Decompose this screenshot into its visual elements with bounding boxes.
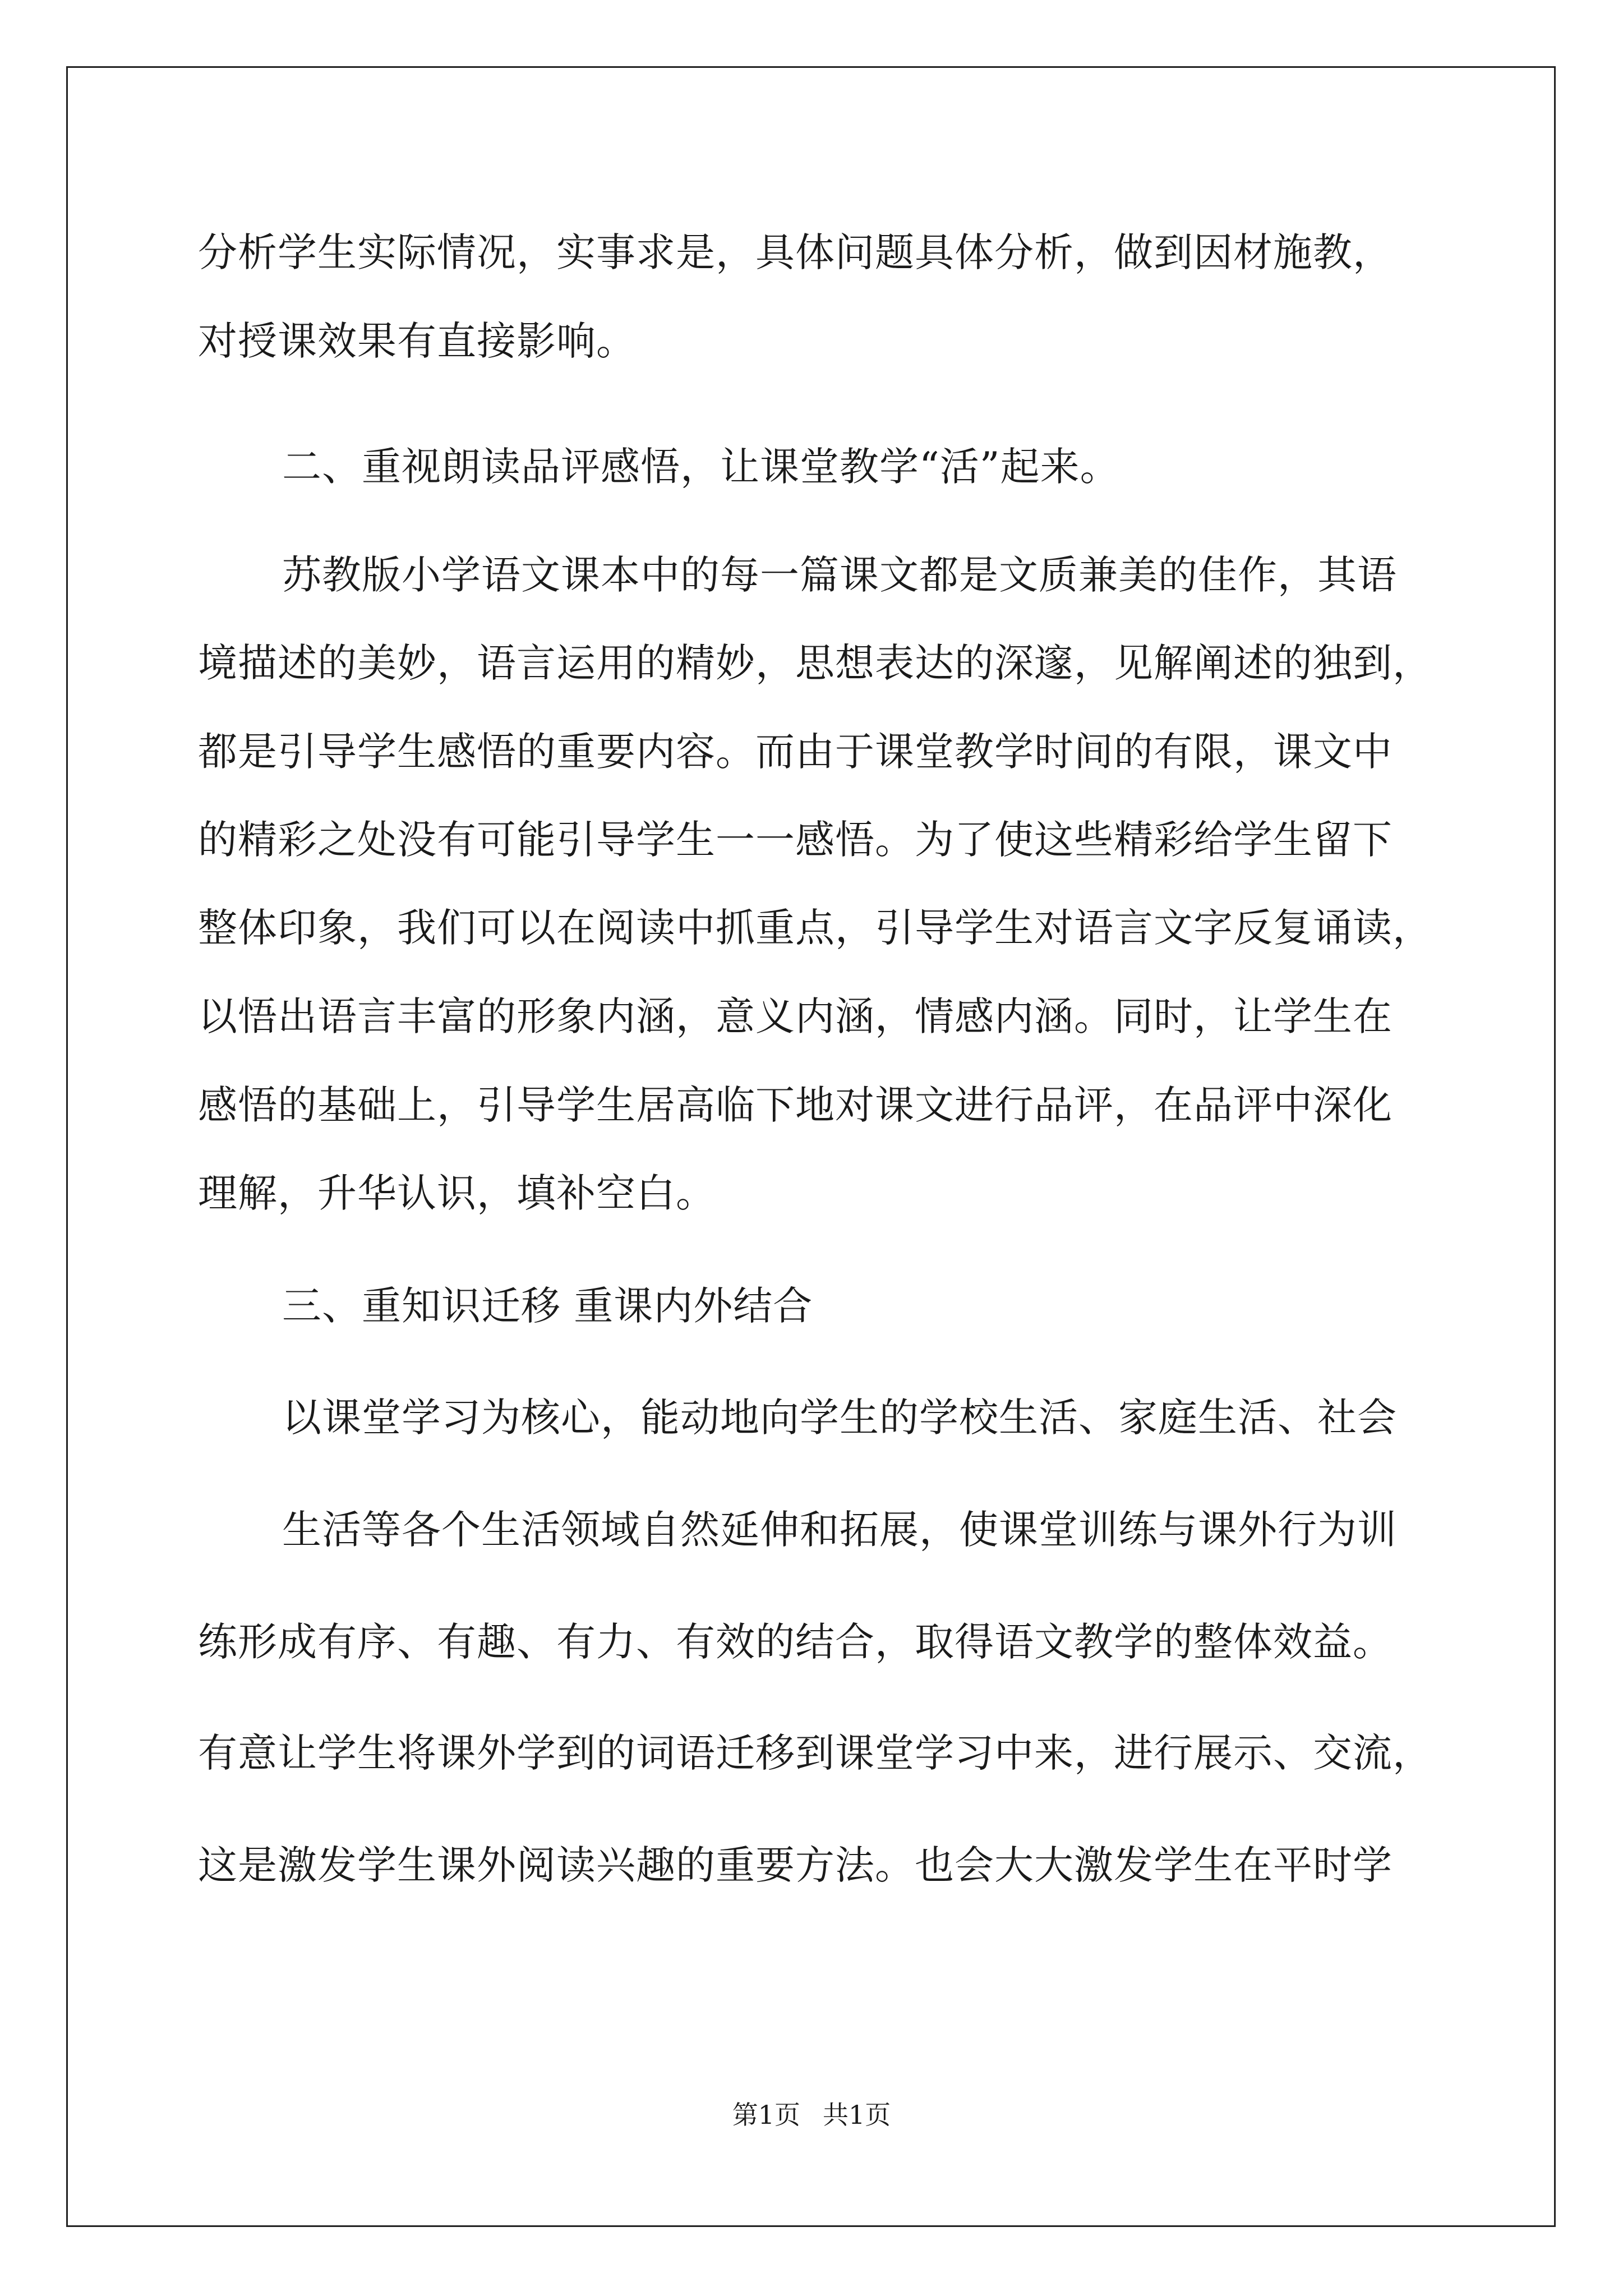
text-line: 对授课效果有直接影响。	[198, 318, 636, 364]
page-total: 共1页	[823, 2100, 891, 2130]
text-line: 有意让学生将课外学到的词语迁移到课堂学习中来，进行展示、交流，	[198, 1730, 1432, 1776]
text-line: 整体印象，我们可以在阅读中抓重点，引导学生对语言文字反复诵读，	[198, 905, 1432, 951]
text-line: 生活等各个生活领域自然延伸和拓展，使课堂训练与课外行为训	[282, 1507, 1397, 1553]
text-line: 苏教版小学语文课本中的每一篇课文都是文质兼美的佳作，其语	[282, 552, 1397, 598]
text-line: 理解，升华认识，填补空白。	[198, 1170, 716, 1216]
text-line: 以课堂学习为核心，能动地向学生的学校生活、家庭生活、社会	[282, 1395, 1397, 1441]
text-line: 感悟的基础上，引导学生居高临下地对课文进行品评，在品评中深化	[198, 1082, 1393, 1128]
text-line: 境描述的美妙，语言运用的精妙，思想表达的深邃，见解阐述的独到，	[198, 640, 1432, 686]
text-line: 练形成有序、有趣、有力、有效的结合，取得语文教学的整体效益。	[198, 1619, 1393, 1665]
section-heading: 三、重知识迁移 重课内外结合	[282, 1283, 813, 1329]
text-line: 这是激发学生课外阅读兴趣的重要方法。也会大大激发学生在平时学	[198, 1842, 1393, 1888]
text-line: 分析学生实际情况，实事求是，具体问题具体分析，做到因材施教，	[198, 229, 1393, 275]
page-border	[66, 66, 1556, 2227]
section-heading: 二、重视朗读品评感悟，让课堂教学“活”起来。	[282, 444, 1120, 490]
page-footer	[0, 2098, 1623, 2132]
text-line: 的精彩之处没有可能引导学生一一感悟。为了使这些精彩给学生留下	[198, 817, 1393, 863]
text-line: 以悟出语言丰富的形象内涵，意义内涵，情感内涵。同时，让学生在	[198, 993, 1393, 1039]
text-line: 都是引导学生感悟的重要内容。而由于课堂教学时间的有限，课文中	[198, 729, 1393, 775]
page-number: 第1页	[732, 2100, 800, 2130]
